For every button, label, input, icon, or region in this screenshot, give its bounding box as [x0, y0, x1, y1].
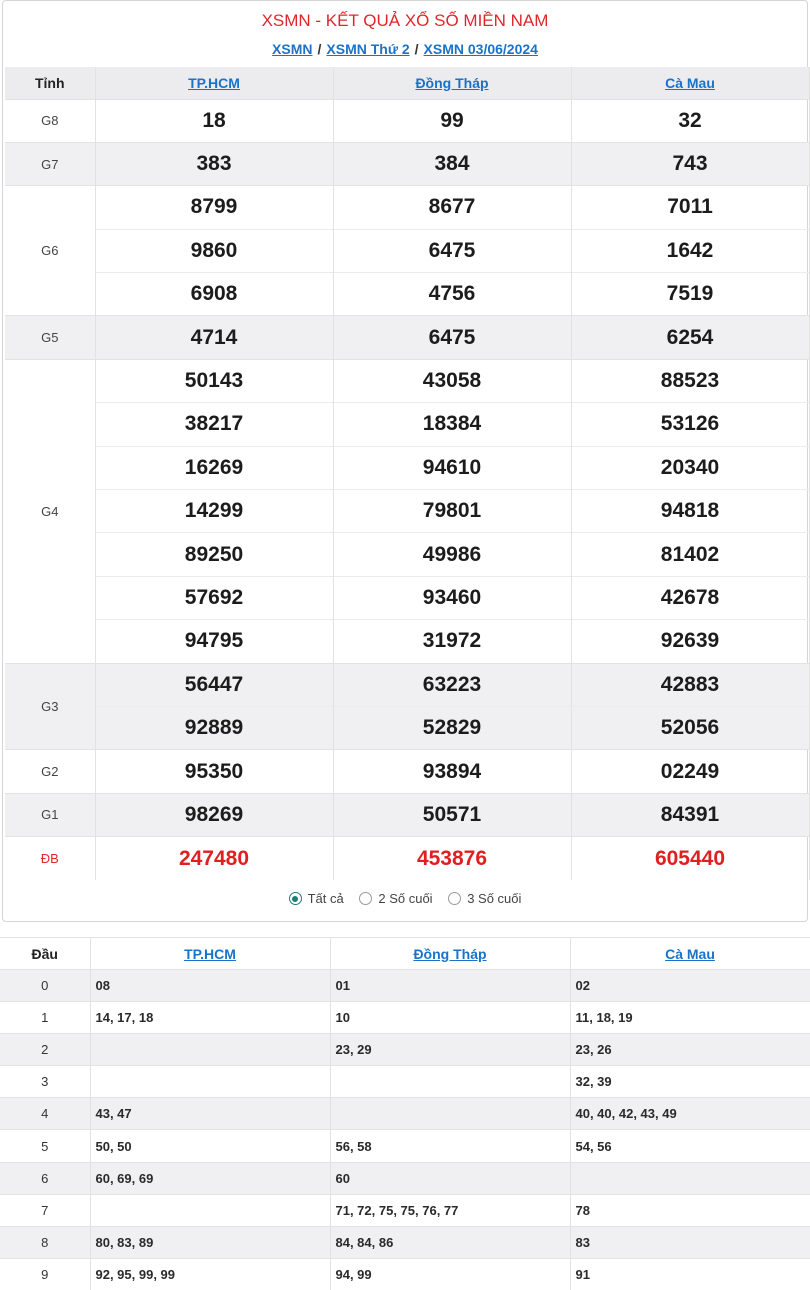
prize-number: 743: [571, 142, 809, 185]
loto-values: 32, 39: [570, 1066, 810, 1098]
prize-number: 9860: [95, 229, 333, 272]
prize-row: [5, 316, 809, 359]
loto-head-digit: 0: [0, 970, 90, 1002]
loto-header-ca-mau: [570, 938, 810, 970]
breadcrumb-link-xsmn[interactable]: XSMN: [272, 41, 313, 57]
prize-number: 43058: [333, 359, 571, 402]
prize-row: [5, 273, 809, 316]
loto-values: 43, 47: [90, 1098, 330, 1130]
loto-head-digit: 6: [0, 1162, 90, 1194]
prize-label: G7: [5, 142, 95, 185]
loto-row: [0, 1066, 810, 1098]
loto-head-digit: 3: [0, 1066, 90, 1098]
prize-number: 16269: [95, 446, 333, 489]
prize-number: 6475: [333, 229, 571, 272]
prize-number: 98269: [95, 793, 333, 836]
filter-option-last-2[interactable]: [359, 891, 432, 906]
province-link-dong-thap[interactable]: Đồng Tháp: [415, 74, 489, 91]
loto-values: 23, 29: [330, 1034, 570, 1066]
prize-row: [5, 837, 809, 880]
loto-values: 56, 58: [330, 1130, 570, 1162]
province-link-tphcm[interactable]: TP.HCM: [188, 74, 240, 91]
loto-row: [0, 1226, 810, 1258]
loto-values: 08: [90, 970, 330, 1002]
prize-number: 14299: [95, 490, 333, 533]
filter-option-label: 2 Số cuối: [378, 891, 433, 906]
prize-number: 31972: [333, 620, 571, 663]
prize-row: [5, 663, 809, 706]
prize-number: 93460: [333, 576, 571, 619]
filter-option-label: 3 Số cuối: [467, 891, 522, 906]
loto-row: [0, 1130, 810, 1162]
prize-label: G6: [5, 186, 95, 316]
loto-head-digit: 9: [0, 1258, 90, 1290]
loto-row: [0, 1034, 810, 1066]
prize-number: 93894: [333, 750, 571, 793]
loto-values: 23, 26: [570, 1034, 810, 1066]
results-table: [5, 67, 810, 880]
loto-head-digit: 1: [0, 1002, 90, 1034]
prize-number: 8677: [333, 186, 571, 229]
prize-row: [5, 576, 809, 619]
prize-number: 84391: [571, 793, 809, 836]
loto-head-digit: 7: [0, 1194, 90, 1226]
loto-head-digit: 8: [0, 1226, 90, 1258]
prize-row: [5, 446, 809, 489]
prize-row: [5, 229, 809, 272]
prize-number: 18384: [333, 403, 571, 446]
loto-row: [0, 1002, 810, 1034]
prize-number: 18: [95, 99, 333, 142]
loto-values: 02: [570, 970, 810, 1002]
loto-values: [330, 1098, 570, 1130]
loto-row: [0, 1194, 810, 1226]
breadcrumb-link-xsmn-date[interactable]: XSMN 03/06/2024: [423, 41, 538, 57]
prize-number: 92889: [95, 706, 333, 749]
column-header-head: Đầu: [0, 938, 90, 970]
prize-number: 94795: [95, 620, 333, 663]
loto-values: 10: [330, 1002, 570, 1034]
loto-values: 91: [570, 1258, 810, 1290]
prize-number: 02249: [571, 750, 809, 793]
prize-number: 7011: [571, 186, 809, 229]
loto-values: 94, 99: [330, 1258, 570, 1290]
loto-row: [0, 1162, 810, 1194]
prize-number: 42883: [571, 663, 809, 706]
prize-row: [5, 706, 809, 749]
prize-row: [5, 186, 809, 229]
breadcrumb-link-xsmn-thu-2[interactable]: XSMN Thứ 2: [326, 41, 410, 57]
loto-values: 50, 50: [90, 1130, 330, 1162]
loto-values: [90, 1194, 330, 1226]
loto-values: 11, 18, 19: [570, 1002, 810, 1034]
special-prize-number: 247480: [95, 837, 333, 880]
column-header-ca-mau: [571, 67, 809, 99]
prize-row: [5, 533, 809, 576]
prize-row: [5, 99, 809, 142]
loto-head-digit: 2: [0, 1034, 90, 1066]
prize-number: 88523: [571, 359, 809, 402]
loto-row: [0, 970, 810, 1002]
prize-label: G5: [5, 316, 95, 359]
loto-values: 80, 83, 89: [90, 1226, 330, 1258]
loto-header-dong-thap: [330, 938, 570, 970]
province-link-tphcm[interactable]: TP.HCM: [184, 945, 236, 962]
prize-number: 94610: [333, 446, 571, 489]
prize-number: 7519: [571, 273, 809, 316]
radio-unchecked-icon[interactable]: [359, 892, 372, 905]
prize-number: 4756: [333, 273, 571, 316]
prize-number: 94818: [571, 490, 809, 533]
prize-number: 52056: [571, 706, 809, 749]
prize-number: 42678: [571, 576, 809, 619]
loto-header-tphcm: [90, 938, 330, 970]
prize-number: 50143: [95, 359, 333, 402]
prize-number: 38217: [95, 403, 333, 446]
loto-values: [570, 1162, 810, 1194]
loto-values: 01: [330, 970, 570, 1002]
prize-row: [5, 142, 809, 185]
prize-number: 95350: [95, 750, 333, 793]
filter-option-last-3[interactable]: [448, 891, 521, 906]
prize-label: G2: [5, 750, 95, 793]
breadcrumb: XSMN / XSMN Thứ 2 / XSMN 03/06/2024: [272, 41, 538, 57]
prize-number: 89250: [95, 533, 333, 576]
prize-number: 57692: [95, 576, 333, 619]
prize-number: 56447: [95, 663, 333, 706]
loto-values: [90, 1034, 330, 1066]
loto-values: 78: [570, 1194, 810, 1226]
prize-number: 63223: [333, 663, 571, 706]
prize-number: 6254: [571, 316, 809, 359]
loto-table: [0, 937, 810, 1290]
filter-option-label: Tất cả: [307, 891, 344, 906]
prize-number: 92639: [571, 620, 809, 663]
prize-number: 6475: [333, 316, 571, 359]
loto-values: 14, 17, 18: [90, 1002, 330, 1034]
prize-label: G4: [5, 359, 95, 663]
loto-values: [90, 1066, 330, 1098]
prize-number: 4714: [95, 316, 333, 359]
prize-row: [5, 620, 809, 663]
province-link-ca-mau[interactable]: Cà Mau: [665, 945, 715, 962]
loto-values: 60: [330, 1162, 570, 1194]
prize-row: [5, 750, 809, 793]
loto-values: 71, 72, 75, 75, 76, 77: [330, 1194, 570, 1226]
prize-row: [5, 359, 809, 402]
prize-label: G8: [5, 99, 95, 142]
results-card: [2, 0, 808, 922]
prize-number: 1642: [571, 229, 809, 272]
prize-row: [5, 793, 809, 836]
column-header-province: Tỉnh: [5, 67, 95, 99]
prize-row: [5, 490, 809, 533]
prize-number: 52829: [333, 706, 571, 749]
loto-values: 54, 56: [570, 1130, 810, 1162]
loto-values: 83: [570, 1226, 810, 1258]
prize-number: 8799: [95, 186, 333, 229]
province-link-ca-mau[interactable]: Cà Mau: [665, 74, 715, 91]
prize-number: 20340: [571, 446, 809, 489]
filter-option-all[interactable]: [289, 891, 344, 906]
prize-number: 81402: [571, 533, 809, 576]
prize-number: 53126: [571, 403, 809, 446]
radio-unchecked-icon[interactable]: [448, 892, 461, 905]
radio-checked-icon[interactable]: [289, 892, 302, 905]
loto-values: [330, 1066, 570, 1098]
province-link-dong-thap[interactable]: Đồng Tháp: [413, 945, 487, 962]
loto-row: [0, 1098, 810, 1130]
prize-number: 49986: [333, 533, 571, 576]
loto-values: 40, 40, 42, 43, 49: [570, 1098, 810, 1130]
prize-label: G1: [5, 793, 95, 836]
prize-number: 383: [95, 142, 333, 185]
prize-number: 32: [571, 99, 809, 142]
prize-row: [5, 403, 809, 446]
loto-row: [0, 1258, 810, 1290]
prize-number: 384: [333, 142, 571, 185]
prize-number: 79801: [333, 490, 571, 533]
loto-values: 84, 84, 86: [330, 1226, 570, 1258]
prize-label: G3: [5, 663, 95, 750]
loto-values: 60, 69, 69: [90, 1162, 330, 1194]
loto-head-digit: 4: [0, 1098, 90, 1130]
digit-filter: [3, 891, 807, 908]
prize-label: ĐB: [5, 837, 95, 880]
special-prize-number: 605440: [571, 837, 809, 880]
prize-number: 6908: [95, 273, 333, 316]
column-header-tphcm: [95, 67, 333, 99]
loto-head-digit: 5: [0, 1130, 90, 1162]
prize-number: 50571: [333, 793, 571, 836]
loto-values: 92, 95, 99, 99: [90, 1258, 330, 1290]
column-header-dong-thap: [333, 67, 571, 99]
prize-number: 99: [333, 99, 571, 142]
page-title: XSMN - KẾT QUẢ XỔ SỐ MIỀN NAM: [261, 11, 549, 30]
special-prize-number: 453876: [333, 837, 571, 880]
